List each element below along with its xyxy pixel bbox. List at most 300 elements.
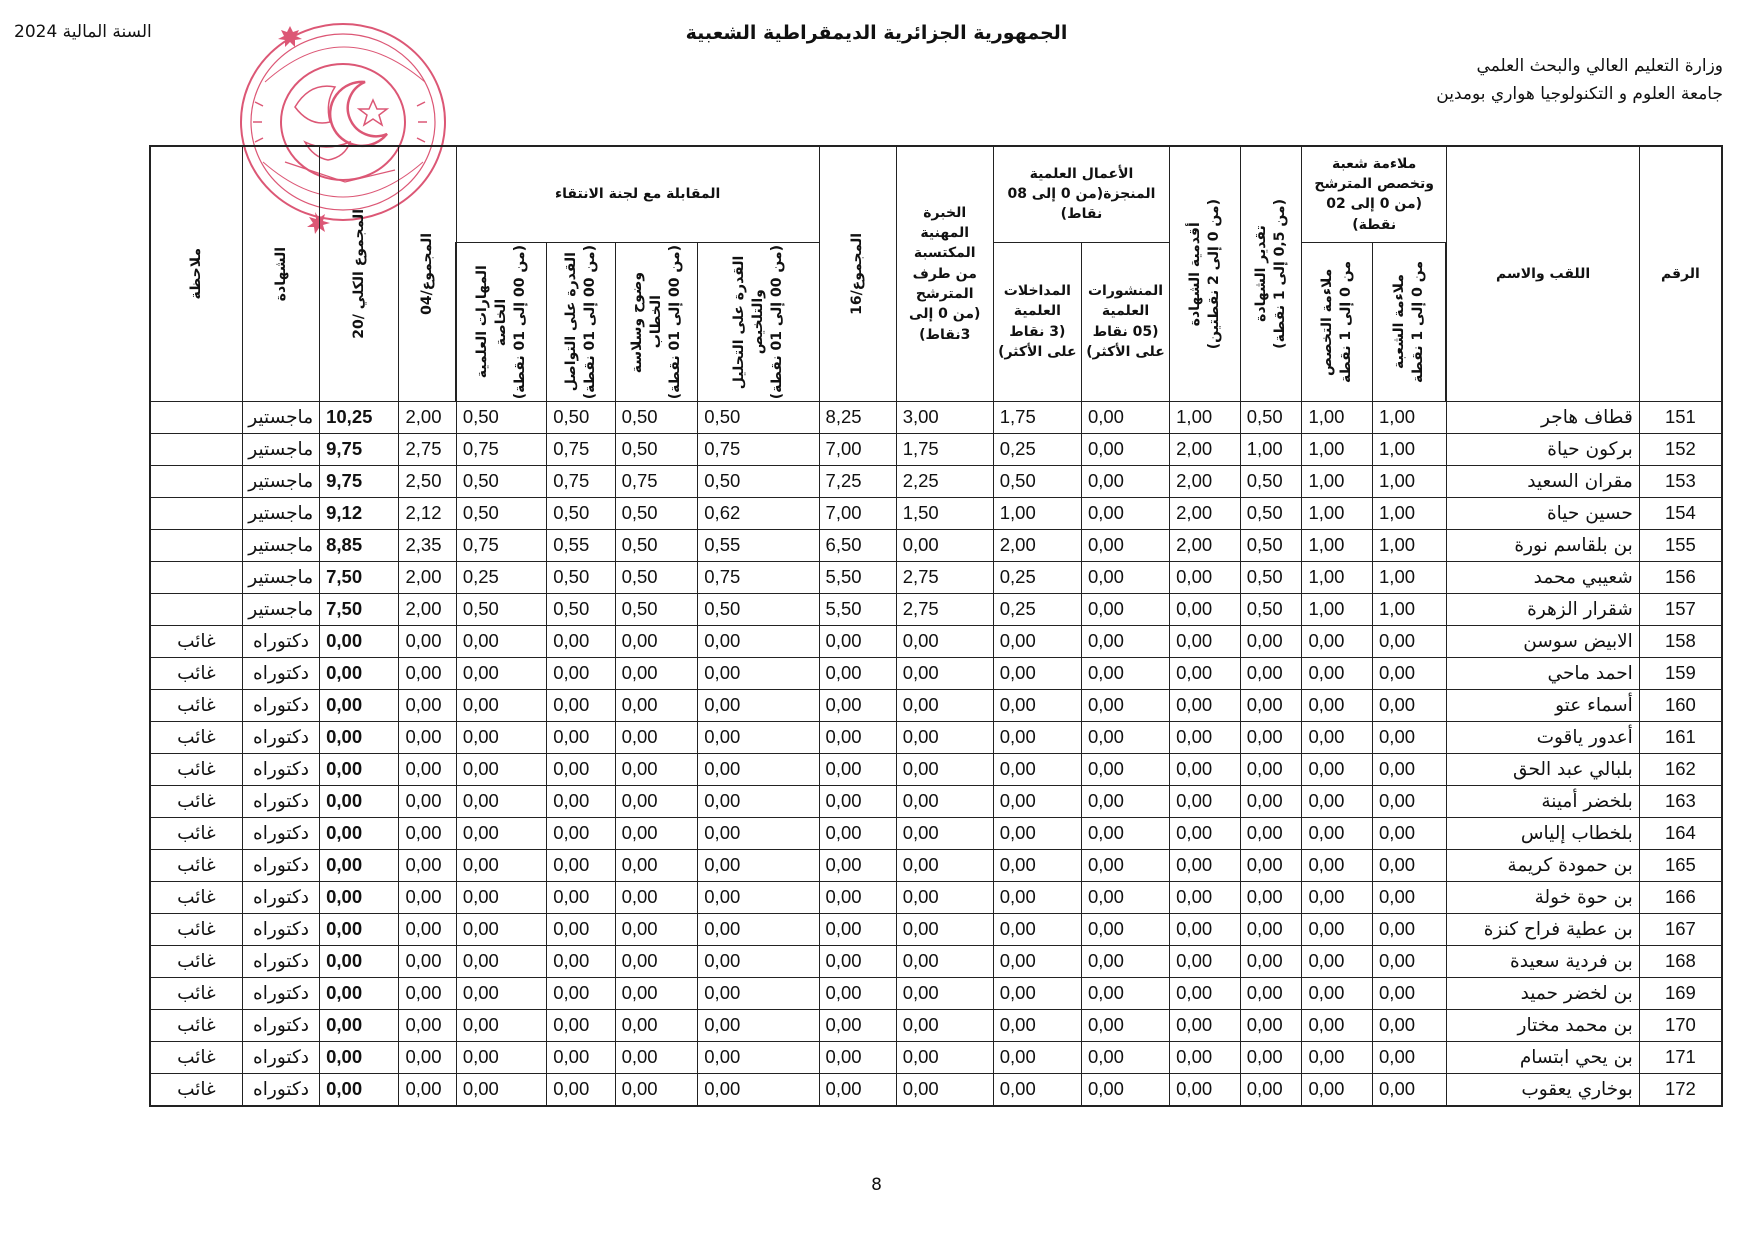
cell-name: بلخطاب إلياس [1446, 817, 1639, 849]
cell-degree-grade: 1,00 [1240, 433, 1302, 465]
cell-total-20: 0,00 [320, 721, 399, 753]
cell-degree-seniority: 0,00 [1170, 561, 1241, 593]
cell-certificate: دكتوراه [242, 1073, 319, 1106]
cell-note: غائب [150, 945, 243, 977]
cell-rank: 156 [1639, 561, 1722, 593]
cell-publications: 0,00 [1081, 465, 1169, 497]
table-row [56, 529, 1722, 561]
cell-degree-grade: 0,00 [1240, 1073, 1302, 1106]
cell-analysis: 0,50 [698, 465, 819, 497]
cell-rank: 169 [1639, 977, 1722, 1009]
cell-skills: 0,50 [456, 401, 546, 433]
cell-fit-branch: 1,00 [1373, 433, 1447, 465]
cell-communications: 0,00 [993, 1041, 1081, 1073]
cell-degree-seniority: 0,00 [1170, 753, 1241, 785]
cell-publications: 0,00 [1081, 945, 1169, 977]
cell-fit-branch: 0,00 [1373, 817, 1447, 849]
header-works-group: الأعمال العلمية المنجزة(من 0 إلى 08 نقاط) [993, 146, 1169, 242]
cell-fit-branch: 0,00 [1373, 721, 1447, 753]
table-row [56, 561, 1722, 593]
cell-subtotal-16: 7,00 [819, 497, 896, 529]
cell-degree-seniority: 2,00 [1170, 433, 1241, 465]
cell-degree-seniority: 0,00 [1170, 881, 1241, 913]
cell-subtotal-4: 2,50 [399, 465, 456, 497]
cell-fit-branch: 0,00 [1373, 1009, 1447, 1041]
cell-analysis: 0,00 [698, 657, 819, 689]
cell-communications: 0,00 [993, 913, 1081, 945]
cell-total-20: 0,00 [320, 1009, 399, 1041]
cell-name: الابيض سوسن [1446, 625, 1639, 657]
cell-skills: 0,00 [456, 657, 546, 689]
cell-clarity: 0,00 [615, 785, 698, 817]
header-publications: المنشورات العلمية (05 نقاط على الأكثر) [1081, 242, 1169, 401]
cell-fit-specialty: 1,00 [1302, 433, 1373, 465]
cell-name: احمد ماحي [1446, 657, 1639, 689]
cell-note: غائب [150, 625, 243, 657]
cell-skills: 0,00 [456, 721, 546, 753]
cell-certificate: دكتوراه [242, 721, 319, 753]
cell-certificate: ماجستير [242, 401, 319, 433]
cell-communication: 0,00 [547, 1041, 615, 1073]
cell-subtotal-4: 0,00 [399, 1009, 456, 1041]
cell-analysis: 0,50 [698, 401, 819, 433]
cell-note: غائب [150, 785, 243, 817]
cell-degree-seniority: 0,00 [1170, 1041, 1241, 1073]
cell-clarity: 0,50 [615, 593, 698, 625]
cell-communications: 0,00 [993, 849, 1081, 881]
table-row [56, 1009, 1722, 1041]
cell-subtotal-16: 0,00 [819, 721, 896, 753]
cell-subtotal-4: 0,00 [399, 689, 456, 721]
cell-skills: 0,00 [456, 1073, 546, 1106]
cell-publications: 0,00 [1081, 529, 1169, 561]
header-fit-group: ملاءمة شعبة وتخصص المترشح (من 0 إلى 02 نقطة) [1302, 146, 1446, 242]
table-row [56, 849, 1722, 881]
cell-fit-branch: 0,00 [1373, 1041, 1447, 1073]
cell-rank: 152 [1639, 433, 1722, 465]
page-number: 8 [871, 1175, 882, 1195]
cell-degree-grade: 0,00 [1240, 881, 1302, 913]
cell-name: بن بلقاسم نورة [1446, 529, 1639, 561]
cell-fit-specialty: 0,00 [1302, 689, 1373, 721]
cell-experience: 0,00 [896, 1073, 993, 1106]
cell-communication: 0,50 [547, 561, 615, 593]
header-note: ملاحظة [150, 146, 243, 401]
cell-note: غائب [150, 1009, 243, 1041]
cell-fit-specialty: 0,00 [1302, 1009, 1373, 1041]
cell-certificate: دكتوراه [242, 849, 319, 881]
cell-analysis: 0,00 [698, 721, 819, 753]
cell-rank: 153 [1639, 465, 1722, 497]
cell-degree-grade: 0,00 [1240, 1009, 1302, 1041]
cell-note: غائب [150, 977, 243, 1009]
cell-communications: 0,25 [993, 433, 1081, 465]
cell-fit-specialty: 1,00 [1302, 529, 1373, 561]
cell-name: قطاف هاجر [1446, 401, 1639, 433]
cell-degree-seniority: 0,00 [1170, 625, 1241, 657]
cell-publications: 0,00 [1081, 689, 1169, 721]
cell-skills: 0,00 [456, 1041, 546, 1073]
cell-clarity: 0,75 [615, 465, 698, 497]
cell-fit-branch: 0,00 [1373, 945, 1447, 977]
cell-total-20: 0,00 [320, 817, 399, 849]
cell-clarity: 0,00 [615, 625, 698, 657]
cell-analysis: 0,00 [698, 625, 819, 657]
table-row [56, 881, 1722, 913]
cell-analysis: 0,00 [698, 1009, 819, 1041]
cell-degree-seniority: 0,00 [1170, 721, 1241, 753]
cell-subtotal-16: 0,00 [819, 913, 896, 945]
cell-experience: 0,00 [896, 625, 993, 657]
cell-fit-branch: 0,00 [1373, 657, 1447, 689]
cell-subtotal-4: 2,00 [399, 593, 456, 625]
cell-experience: 0,00 [896, 785, 993, 817]
cell-publications: 0,00 [1081, 785, 1169, 817]
cell-analysis: 0,00 [698, 849, 819, 881]
table-row [56, 785, 1722, 817]
cell-skills: 0,00 [456, 977, 546, 1009]
cell-skills: 0,50 [456, 465, 546, 497]
cell-total-20: 0,00 [320, 657, 399, 689]
cell-communications: 0,00 [993, 657, 1081, 689]
cell-subtotal-16: 7,00 [819, 433, 896, 465]
candidates-evaluation-table [55, 145, 1723, 1107]
table-row [56, 1073, 1722, 1106]
cell-name: شقرار الزهرة [1446, 593, 1639, 625]
table-row [56, 625, 1722, 657]
table-row [56, 1041, 1722, 1073]
cell-name: حسين حياة [1446, 497, 1639, 529]
cell-fit-specialty: 0,00 [1302, 849, 1373, 881]
cell-name: بن لخضر حميد [1446, 977, 1639, 1009]
cell-experience: 0,00 [896, 913, 993, 945]
table-row [56, 817, 1722, 849]
cell-fit-branch: 0,00 [1373, 881, 1447, 913]
header-certificate: الشهادة [242, 146, 319, 401]
cell-total-20: 0,00 [320, 977, 399, 1009]
cell-fit-specialty: 1,00 [1302, 561, 1373, 593]
cell-total-20: 0,00 [320, 849, 399, 881]
cell-subtotal-4: 0,00 [399, 849, 456, 881]
cell-subtotal-16: 6,50 [819, 529, 896, 561]
cell-total-20: 0,00 [320, 689, 399, 721]
cell-experience: 2,75 [896, 561, 993, 593]
cell-certificate: ماجستير [242, 593, 319, 625]
cell-communication: 0,50 [547, 401, 615, 433]
cell-skills: 0,00 [456, 849, 546, 881]
cell-degree-grade: 0,00 [1240, 913, 1302, 945]
cell-publications: 0,00 [1081, 753, 1169, 785]
table-row [56, 465, 1722, 497]
cell-degree-grade: 0,50 [1240, 561, 1302, 593]
cell-publications: 0,00 [1081, 401, 1169, 433]
cell-fit-specialty: 0,00 [1302, 625, 1373, 657]
cell-communications: 0,00 [993, 785, 1081, 817]
cell-degree-grade: 0,50 [1240, 497, 1302, 529]
cell-fit-specialty: 0,00 [1302, 977, 1373, 1009]
cell-note: غائب [150, 849, 243, 881]
cell-degree-seniority: 2,00 [1170, 497, 1241, 529]
cell-rank: 154 [1639, 497, 1722, 529]
cell-communication: 0,00 [547, 689, 615, 721]
cell-fit-branch: 1,00 [1373, 497, 1447, 529]
cell-analysis: 0,75 [698, 561, 819, 593]
cell-note [150, 529, 243, 561]
cell-publications: 0,00 [1081, 561, 1169, 593]
cell-rank: 165 [1639, 849, 1722, 881]
cell-degree-seniority: 0,00 [1170, 1009, 1241, 1041]
cell-communication: 0,75 [547, 433, 615, 465]
cell-clarity: 0,00 [615, 945, 698, 977]
header-subtotal-4: المجموع/04 [399, 146, 456, 401]
table-row [56, 945, 1722, 977]
cell-certificate: دكتوراه [242, 785, 319, 817]
cell-experience: 0,00 [896, 977, 993, 1009]
cell-degree-grade: 0,50 [1240, 529, 1302, 561]
cell-degree-grade: 0,00 [1240, 721, 1302, 753]
cell-degree-grade: 0,00 [1240, 785, 1302, 817]
cell-note: غائب [150, 1073, 243, 1106]
cell-subtotal-16: 0,00 [819, 785, 896, 817]
cell-name: مقران السعيد [1446, 465, 1639, 497]
cell-fit-specialty: 1,00 [1302, 593, 1373, 625]
cell-experience: 0,00 [896, 1009, 993, 1041]
cell-clarity: 0,00 [615, 721, 698, 753]
cell-subtotal-16: 0,00 [819, 1009, 896, 1041]
cell-total-20: 9,75 [320, 433, 399, 465]
cell-total-20: 0,00 [320, 753, 399, 785]
cell-total-20: 0,00 [320, 1041, 399, 1073]
cell-total-20: 8,85 [320, 529, 399, 561]
cell-communications: 0,00 [993, 1073, 1081, 1106]
cell-subtotal-4: 0,00 [399, 785, 456, 817]
cell-degree-grade: 0,00 [1240, 625, 1302, 657]
cell-name: بن حوة خولة [1446, 881, 1639, 913]
cell-fit-branch: 0,00 [1373, 977, 1447, 1009]
cell-fit-specialty: 1,00 [1302, 465, 1373, 497]
cell-publications: 0,00 [1081, 1041, 1169, 1073]
cell-communications: 1,00 [993, 497, 1081, 529]
cell-degree-grade: 0,50 [1240, 401, 1302, 433]
cell-degree-seniority: 0,00 [1170, 689, 1241, 721]
cell-communications: 0,50 [993, 465, 1081, 497]
cell-subtotal-4: 0,00 [399, 945, 456, 977]
table-row [56, 721, 1722, 753]
cell-clarity: 0,00 [615, 881, 698, 913]
cell-subtotal-16: 0,00 [819, 977, 896, 1009]
cell-subtotal-16: 0,00 [819, 1073, 896, 1106]
cell-fit-branch: 0,00 [1373, 1073, 1447, 1106]
header-subtotal-16: المجموع/16 [819, 146, 896, 401]
cell-clarity: 0,00 [615, 977, 698, 1009]
cell-degree-seniority: 0,00 [1170, 817, 1241, 849]
cell-communication: 0,00 [547, 977, 615, 1009]
cell-skills: 0,00 [456, 945, 546, 977]
cell-skills: 0,00 [456, 913, 546, 945]
header-analysis: القدرة على التحليل والتلخيص (من 00 إلى 01 نقطة) [698, 242, 819, 401]
cell-skills: 0,00 [456, 785, 546, 817]
cell-clarity: 0,00 [615, 657, 698, 689]
cell-skills: 0,00 [456, 753, 546, 785]
cell-subtotal-16: 0,00 [819, 881, 896, 913]
cell-publications: 0,00 [1081, 849, 1169, 881]
cell-fit-specialty: 1,00 [1302, 401, 1373, 433]
cell-subtotal-16: 0,00 [819, 657, 896, 689]
cell-publications: 0,00 [1081, 1009, 1169, 1041]
cell-degree-seniority: 0,00 [1170, 593, 1241, 625]
cell-subtotal-4: 2,35 [399, 529, 456, 561]
header-fit-specialty: ملاءمة التخصص من 0 إلى 1 نقطة [1302, 242, 1373, 401]
cell-experience: 0,00 [896, 849, 993, 881]
cell-note: غائب [150, 1041, 243, 1073]
cell-subtotal-4: 0,00 [399, 913, 456, 945]
cell-skills: 0,75 [456, 529, 546, 561]
cell-analysis: 0,00 [698, 913, 819, 945]
cell-fit-specialty: 1,00 [1302, 497, 1373, 529]
cell-name: بركون حياة [1446, 433, 1639, 465]
header-interview-group: المقابلة مع لجنة الانتقاء [456, 146, 819, 242]
cell-certificate: ماجستير [242, 465, 319, 497]
cell-clarity: 0,50 [615, 497, 698, 529]
cell-degree-grade: 0,00 [1240, 849, 1302, 881]
cell-rank: 164 [1639, 817, 1722, 849]
header-clarity: وضوح وسلاسة الخطاب (من 00 إلى 01 نقطة) [615, 242, 698, 401]
cell-subtotal-16: 7,25 [819, 465, 896, 497]
cell-degree-grade: 0,50 [1240, 465, 1302, 497]
cell-communications: 0,00 [993, 625, 1081, 657]
cell-subtotal-16: 0,00 [819, 689, 896, 721]
header-fit-branch: ملاءمة الشعبة من 0 إلى 1 نقطة [1373, 242, 1447, 401]
cell-note [150, 465, 243, 497]
document-title: الجمهورية الجزائرية الديمقراطية الشعبية [685, 22, 1068, 44]
cell-skills: 0,50 [456, 593, 546, 625]
cell-communications: 0,00 [993, 1009, 1081, 1041]
table-row [56, 977, 1722, 1009]
cell-rank: 157 [1639, 593, 1722, 625]
cell-degree-seniority: 1,00 [1170, 401, 1241, 433]
header-degree-grade: تقدير الشهادة (من 0,5 إلى 1 نقطة) [1240, 146, 1302, 401]
cell-experience: 0,00 [896, 721, 993, 753]
cell-experience: 0,00 [896, 689, 993, 721]
cell-note: غائب [150, 721, 243, 753]
cell-certificate: دكتوراه [242, 753, 319, 785]
cell-certificate: دكتوراه [242, 945, 319, 977]
cell-note: غائب [150, 881, 243, 913]
cell-analysis: 0,62 [698, 497, 819, 529]
cell-communication: 0,00 [547, 721, 615, 753]
cell-publications: 0,00 [1081, 913, 1169, 945]
cell-subtotal-16: 5,50 [819, 561, 896, 593]
cell-subtotal-4: 0,00 [399, 881, 456, 913]
header-experience: الخبرة المهنية المكتسبة من طرف المترشح (من 0 إلى 3نقاط) [896, 146, 993, 401]
cell-degree-grade: 0,00 [1240, 657, 1302, 689]
table-row [56, 593, 1722, 625]
cell-clarity: 0,00 [615, 753, 698, 785]
cell-subtotal-4: 2,75 [399, 433, 456, 465]
cell-fit-branch: 1,00 [1373, 401, 1447, 433]
cell-rank: 162 [1639, 753, 1722, 785]
cell-degree-seniority: 2,00 [1170, 529, 1241, 561]
cell-communication: 0,00 [547, 849, 615, 881]
cell-rank: 172 [1639, 1073, 1722, 1106]
table-row [56, 497, 1722, 529]
cell-name: بن يحي ابتسام [1446, 1041, 1639, 1073]
cell-publications: 0,00 [1081, 977, 1169, 1009]
cell-rank: 170 [1639, 1009, 1722, 1041]
ministry-name: وزارة التعليم العالي والبحث العلمي [1476, 56, 1723, 76]
cell-subtotal-4: 2,00 [399, 401, 456, 433]
cell-fit-branch: 1,00 [1373, 465, 1447, 497]
cell-subtotal-16: 0,00 [819, 1041, 896, 1073]
cell-note [150, 593, 243, 625]
cell-certificate: دكتوراه [242, 881, 319, 913]
cell-degree-seniority: 0,00 [1170, 657, 1241, 689]
cell-name: شعيبي محمد [1446, 561, 1639, 593]
cell-rank: 155 [1639, 529, 1722, 561]
table-row [56, 753, 1722, 785]
cell-experience: 0,00 [896, 945, 993, 977]
cell-communications: 2,00 [993, 529, 1081, 561]
cell-note: غائب [150, 817, 243, 849]
fiscal-year: السنة المالية 2024 [14, 22, 152, 42]
cell-total-20: 7,50 [320, 593, 399, 625]
cell-fit-branch: 1,00 [1373, 529, 1447, 561]
cell-note: غائب [150, 753, 243, 785]
cell-communications: 0,00 [993, 881, 1081, 913]
cell-total-20: 0,00 [320, 785, 399, 817]
cell-total-20: 9,75 [320, 465, 399, 497]
cell-total-20: 9,12 [320, 497, 399, 529]
cell-communication: 0,00 [547, 753, 615, 785]
cell-certificate: دكتوراه [242, 817, 319, 849]
cell-communication: 0,00 [547, 945, 615, 977]
cell-experience: 0,00 [896, 817, 993, 849]
cell-skills: 0,75 [456, 433, 546, 465]
cell-subtotal-4: 0,00 [399, 977, 456, 1009]
cell-subtotal-4: 0,00 [399, 625, 456, 657]
cell-experience: 2,25 [896, 465, 993, 497]
cell-rank: 171 [1639, 1041, 1722, 1073]
cell-degree-grade: 0,00 [1240, 1041, 1302, 1073]
cell-name: أسماء عتو [1446, 689, 1639, 721]
cell-note: غائب [150, 657, 243, 689]
cell-experience: 1,50 [896, 497, 993, 529]
cell-communication: 0,55 [547, 529, 615, 561]
cell-total-20: 0,00 [320, 913, 399, 945]
cell-publications: 0,00 [1081, 881, 1169, 913]
cell-certificate: ماجستير [242, 433, 319, 465]
cell-degree-grade: 0,00 [1240, 689, 1302, 721]
cell-communication: 0,00 [547, 1073, 615, 1106]
cell-rank: 161 [1639, 721, 1722, 753]
cell-clarity: 0,00 [615, 1009, 698, 1041]
cell-subtotal-16: 5,50 [819, 593, 896, 625]
table-row [56, 433, 1722, 465]
cell-skills: 0,25 [456, 561, 546, 593]
cell-subtotal-4: 2,00 [399, 561, 456, 593]
cell-communications: 0,25 [993, 561, 1081, 593]
cell-degree-grade: 0,00 [1240, 945, 1302, 977]
cell-name: أعدور ياقوت [1446, 721, 1639, 753]
cell-communication: 0,00 [547, 1009, 615, 1041]
cell-communications: 0,25 [993, 593, 1081, 625]
header-name: اللقب والاسم [1446, 146, 1639, 401]
cell-clarity: 0,00 [615, 689, 698, 721]
university-name: جامعة العلوم و التكنولوجيا هواري بومدين [1436, 84, 1723, 104]
cell-fit-specialty: 0,00 [1302, 881, 1373, 913]
cell-clarity: 0,00 [615, 1073, 698, 1106]
cell-publications: 0,00 [1081, 593, 1169, 625]
